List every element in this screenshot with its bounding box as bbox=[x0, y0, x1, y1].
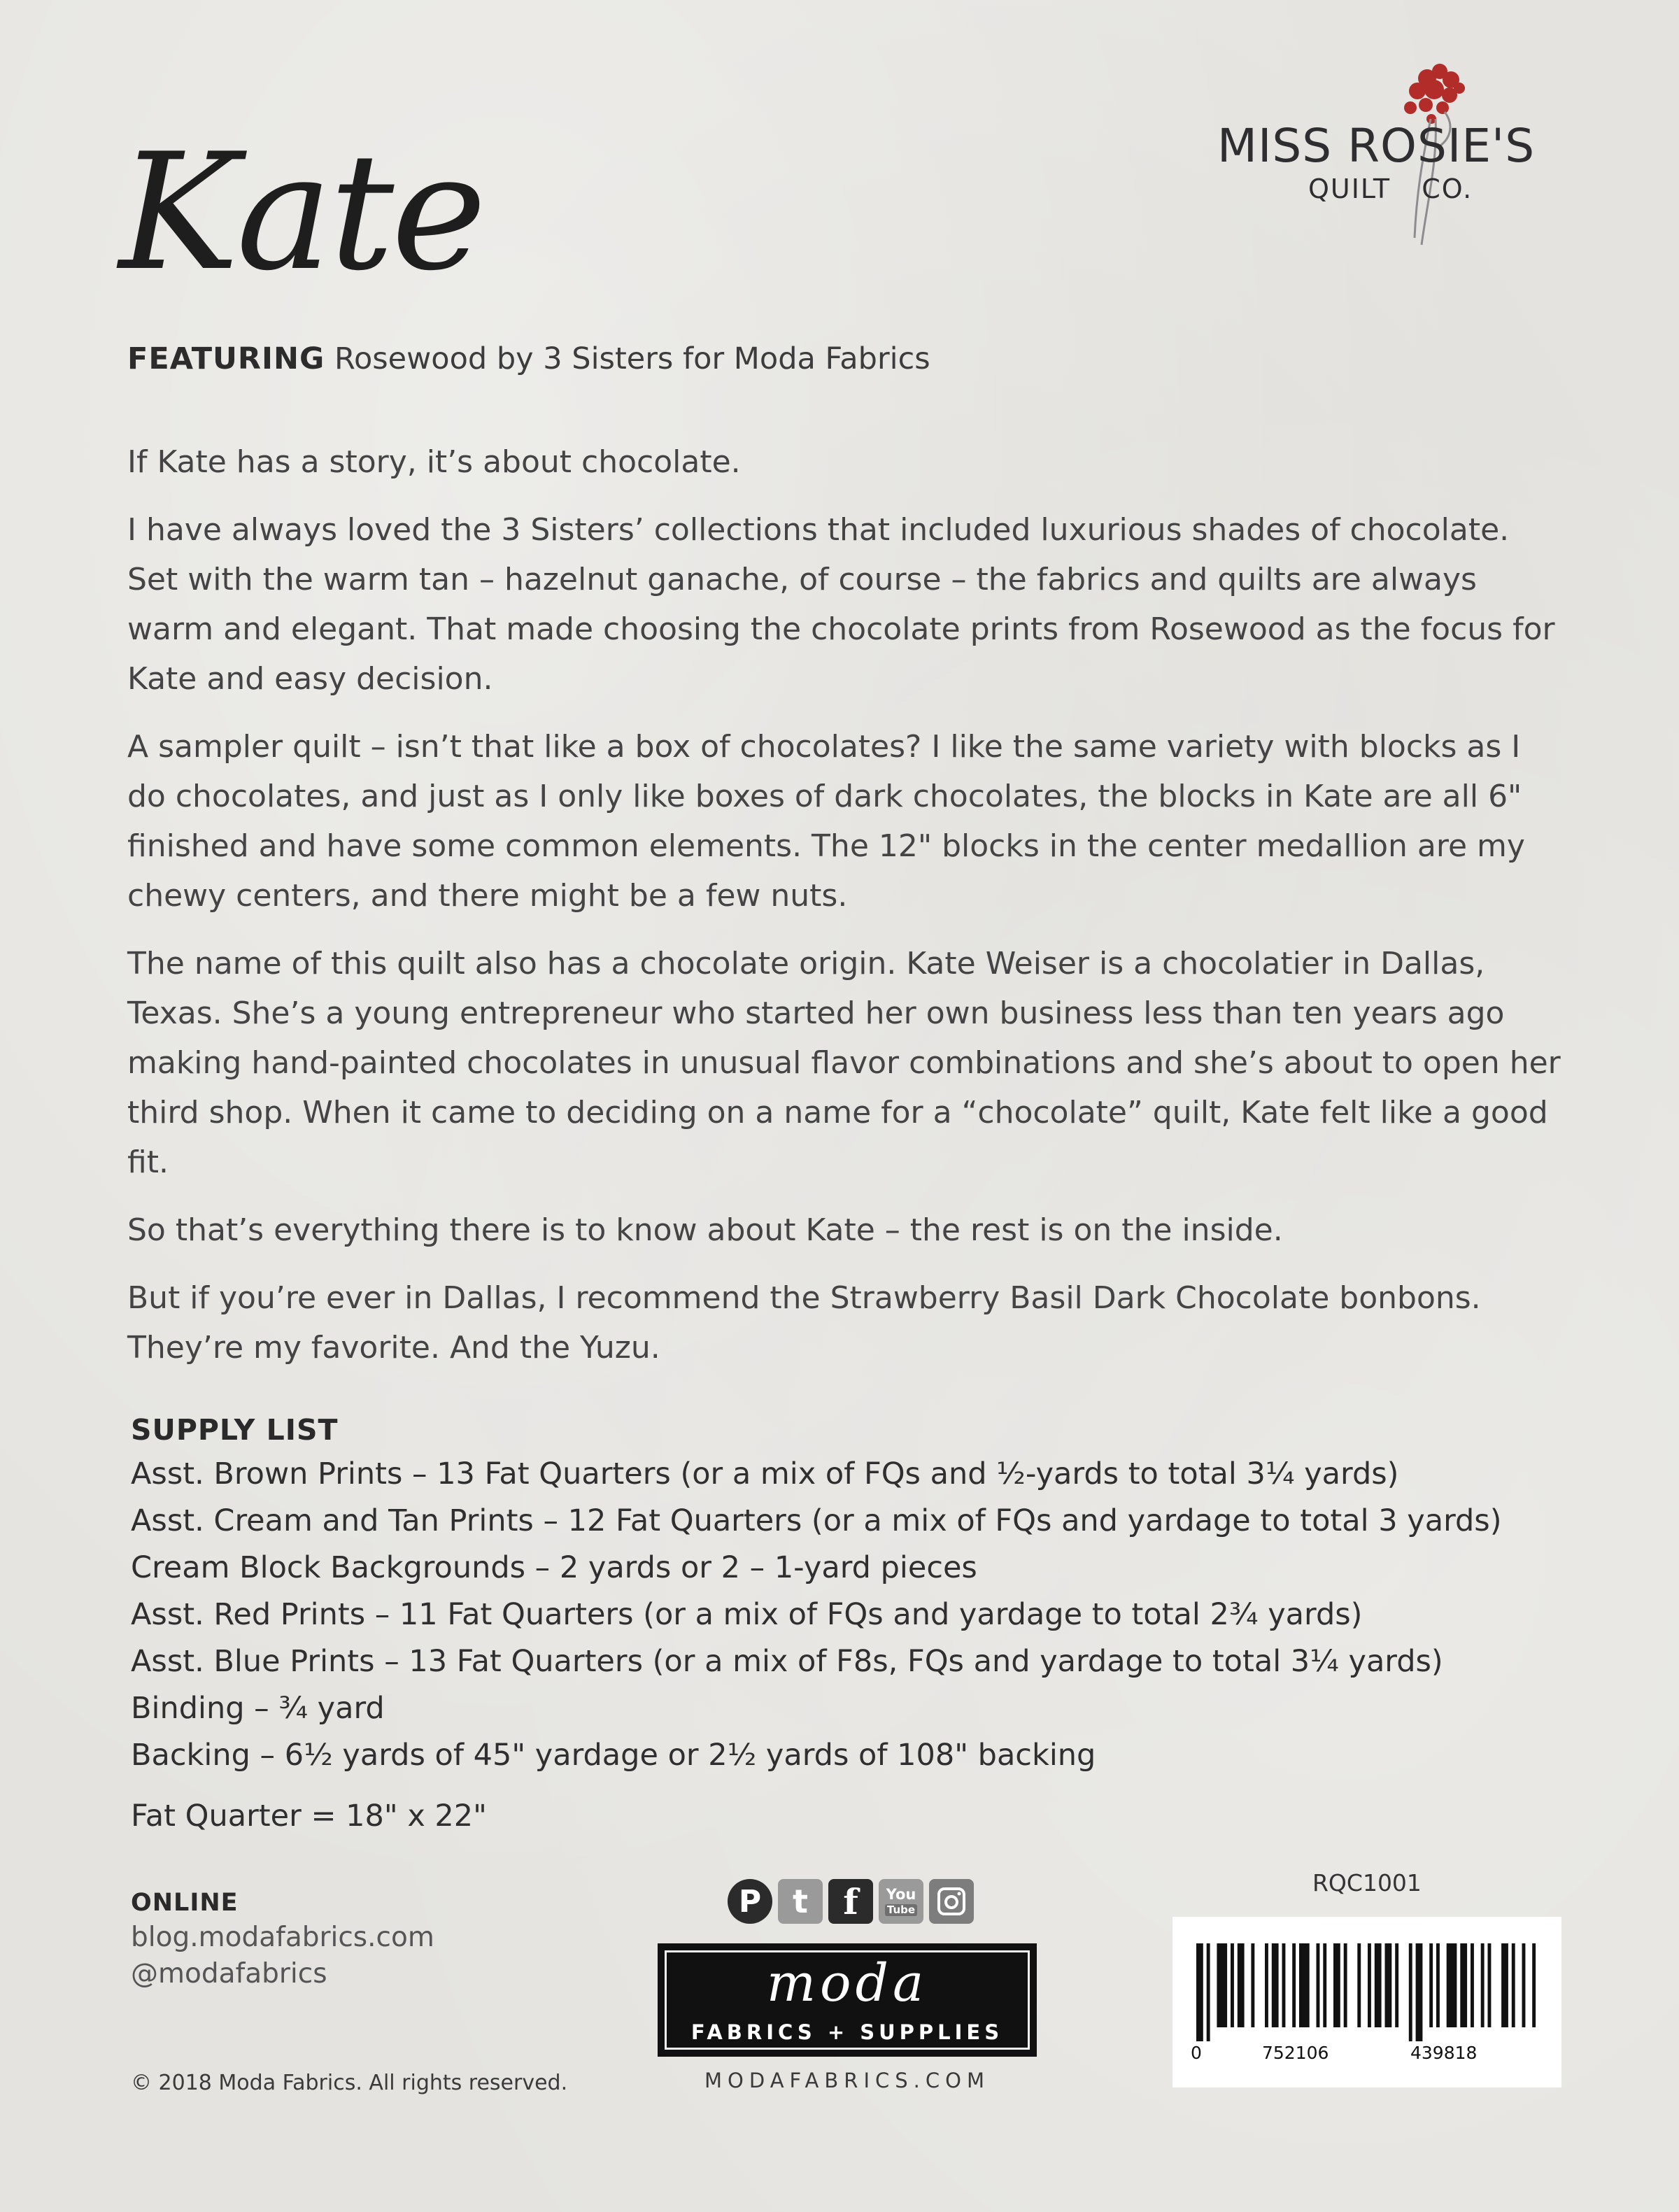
instagram-icon[interactable] bbox=[929, 1879, 974, 1924]
barcode-bar bbox=[1436, 1943, 1440, 2027]
barcode-bars bbox=[1192, 1943, 1542, 2041]
barcode-bar bbox=[1429, 1943, 1433, 2027]
moda-logo bbox=[658, 1943, 1037, 2057]
fat-quarter-note: Fat Quarter = 18" x 22" bbox=[131, 1799, 487, 1834]
story-paragraph: If Kate has a story, it’s about chocolate. bbox=[127, 444, 741, 480]
barcode-bar bbox=[1501, 1943, 1508, 2027]
twitter-icon[interactable]: t bbox=[778, 1879, 823, 1924]
barcode-bar bbox=[1395, 1943, 1398, 2027]
barcode-bar bbox=[1512, 1943, 1515, 2027]
barcode-bar bbox=[1251, 1943, 1254, 2027]
supply-item: Asst. Cream and Tan Prints – 12 Fat Quarters (or a mix of FQs and yardage to total 3 yards) bbox=[131, 1503, 1502, 1538]
youtube-icon-bottom: Tube bbox=[885, 1904, 917, 1916]
barcode-bar bbox=[1196, 1943, 1203, 2041]
barcode-bar bbox=[1299, 1943, 1310, 2027]
online-section bbox=[131, 1889, 434, 1992]
featuring-label: FEATURING bbox=[127, 341, 325, 376]
story-paragraph: But if you’re ever in Dallas, I recommend the Strawberry Basil Dark Chocolate bonbons. They’re my favorite. And the Yuzu. bbox=[127, 1280, 1481, 1366]
story-paragraph: So that’s everything there is to know about Kate – the rest is on the inside. bbox=[127, 1212, 1283, 1248]
blog-link[interactable]: blog.modafabrics.com bbox=[131, 1922, 434, 1953]
featuring-line bbox=[127, 341, 930, 376]
barcode-bar bbox=[1238, 1943, 1245, 2027]
supply-item: Asst. Red Prints – 11 Fat Quarters (or a mix of FQs and yardage to total 2¾ yards) bbox=[131, 1597, 1363, 1632]
barcode-bar bbox=[1522, 1943, 1526, 2027]
story-text bbox=[127, 437, 1561, 1391]
barcode-bar bbox=[1357, 1943, 1361, 2027]
supply-list-heading: SUPPLY LIST bbox=[131, 1413, 339, 1447]
barcode-bar bbox=[1481, 1943, 1485, 2027]
supply-item: Asst. Brown Prints – 13 Fat Quarters (or a mix of FQs and ½-yards to total 3¼ yards) bbox=[131, 1456, 1399, 1491]
camera-glyph bbox=[936, 1886, 967, 1917]
barcode-bar bbox=[1488, 1943, 1492, 2027]
supply-item: Binding – ¾ yard bbox=[131, 1691, 385, 1726]
barcode-bar bbox=[1375, 1943, 1382, 2027]
miss-rosies-logo bbox=[1189, 49, 1581, 259]
featuring-text: Rosewood by 3 Sisters for Moda Fabrics bbox=[334, 341, 930, 376]
barcode-bar bbox=[1265, 1943, 1268, 2027]
product-sku: RQC1001 bbox=[1312, 1869, 1422, 1896]
brand-subtitle bbox=[1308, 173, 1473, 204]
barcode-bar bbox=[1207, 1943, 1210, 2041]
barcode-bar bbox=[1317, 1943, 1320, 2027]
facebook-icon[interactable]: f bbox=[828, 1879, 873, 1924]
barcode-bar bbox=[1333, 1943, 1340, 2027]
pinterest-icon[interactable]: P bbox=[728, 1879, 772, 1924]
barcode-right-digits: 439818 bbox=[1410, 2043, 1478, 2063]
youtube-icon[interactable] bbox=[879, 1879, 923, 1924]
barcode-bar bbox=[1532, 1943, 1536, 2027]
brand-name: MISS ROSIE'S bbox=[1217, 119, 1536, 173]
supply-item: Asst. Blue Prints – 13 Fat Quarters (or a mix of F8s, FQs and yardage to total 3¼ yards) bbox=[131, 1644, 1443, 1679]
barcode-bar bbox=[1282, 1943, 1286, 2027]
barcode-bar bbox=[1409, 1943, 1412, 2041]
pattern-title: Kate bbox=[119, 120, 484, 306]
moda-script-text: moda bbox=[766, 1953, 928, 2013]
brand-sub-quilt: QUILT bbox=[1308, 173, 1391, 204]
barcode-bar bbox=[1344, 1943, 1347, 2027]
barcode-bar bbox=[1385, 1943, 1392, 2027]
barcode bbox=[1173, 1917, 1561, 2087]
barcode-bar bbox=[1368, 1943, 1371, 2027]
barcode-bar bbox=[1292, 1943, 1296, 2027]
barcode-bar bbox=[1471, 1943, 1474, 2027]
copyright: © 2018 Moda Fabrics. All rights reserved. bbox=[131, 2071, 568, 2095]
barcode-bar bbox=[1323, 1943, 1326, 2027]
story-paragraph: The name of this quilt also has a chocolate origin. Kate Weiser is a chocolatier in Dallas, Texas. She’s a young entrepreneur who started her own business less than ten years ago making hand-painted chocolates in unusual flavor combinations and she’s about to open her third shop. When it came to deciding on a name for a “chocolate” quilt, Kate felt like a good fit. bbox=[127, 946, 1561, 1180]
barcode-bar bbox=[1272, 1943, 1279, 2027]
youtube-icon-top: You bbox=[886, 1885, 916, 1903]
barcode-left-digits: 752106 bbox=[1262, 2043, 1329, 2063]
barcode-bar bbox=[1217, 1943, 1227, 2027]
brand-sub-co: CO. bbox=[1422, 173, 1473, 204]
barcode-lead-digit: 0 bbox=[1191, 2043, 1202, 2063]
online-heading: ONLINE bbox=[131, 1889, 239, 1917]
barcode-bar bbox=[1447, 1943, 1457, 2027]
barcode-bar bbox=[1416, 1943, 1423, 2041]
story-paragraph: A sampler quilt – isn’t that like a box of chocolates? I like the same variety with blocks as I do chocolates, and just as I only like boxes of dark chocolates, the blocks in Kate are all 6" finished and have some common elements. The 12" blocks in the center medallion are my chewy centers, and there might be a few nuts. bbox=[127, 729, 1525, 914]
supply-item: Backing – 6½ yards of 45" yardage or 2½ yards of 108" backing bbox=[131, 1738, 1096, 1773]
supply-list bbox=[131, 1413, 1565, 1834]
social-icons bbox=[728, 1879, 974, 1924]
supply-item: Cream Block Backgrounds – 2 yards or 2 – 1-yard pieces bbox=[131, 1550, 977, 1585]
supply-items bbox=[131, 1451, 1565, 1779]
social-handle[interactable]: @modafabrics bbox=[131, 1958, 327, 1990]
moda-url[interactable]: MODAFABRICS.COM bbox=[704, 2069, 990, 2092]
story-paragraph: I have always loved the 3 Sisters’ collections that included luxurious shades of chocolate. Set with the warm tan – hazelnut ganache, of course – the fabrics and quilts are always warm and elegant. That made choosing the chocolate prints from Rosewood as the focus for Kate and easy decision. bbox=[127, 512, 1555, 697]
moda-tagline: FABRICS + SUPPLIES bbox=[690, 2020, 1004, 2044]
barcode-bar bbox=[1231, 1943, 1234, 2027]
barcode-bar bbox=[1460, 1943, 1467, 2027]
